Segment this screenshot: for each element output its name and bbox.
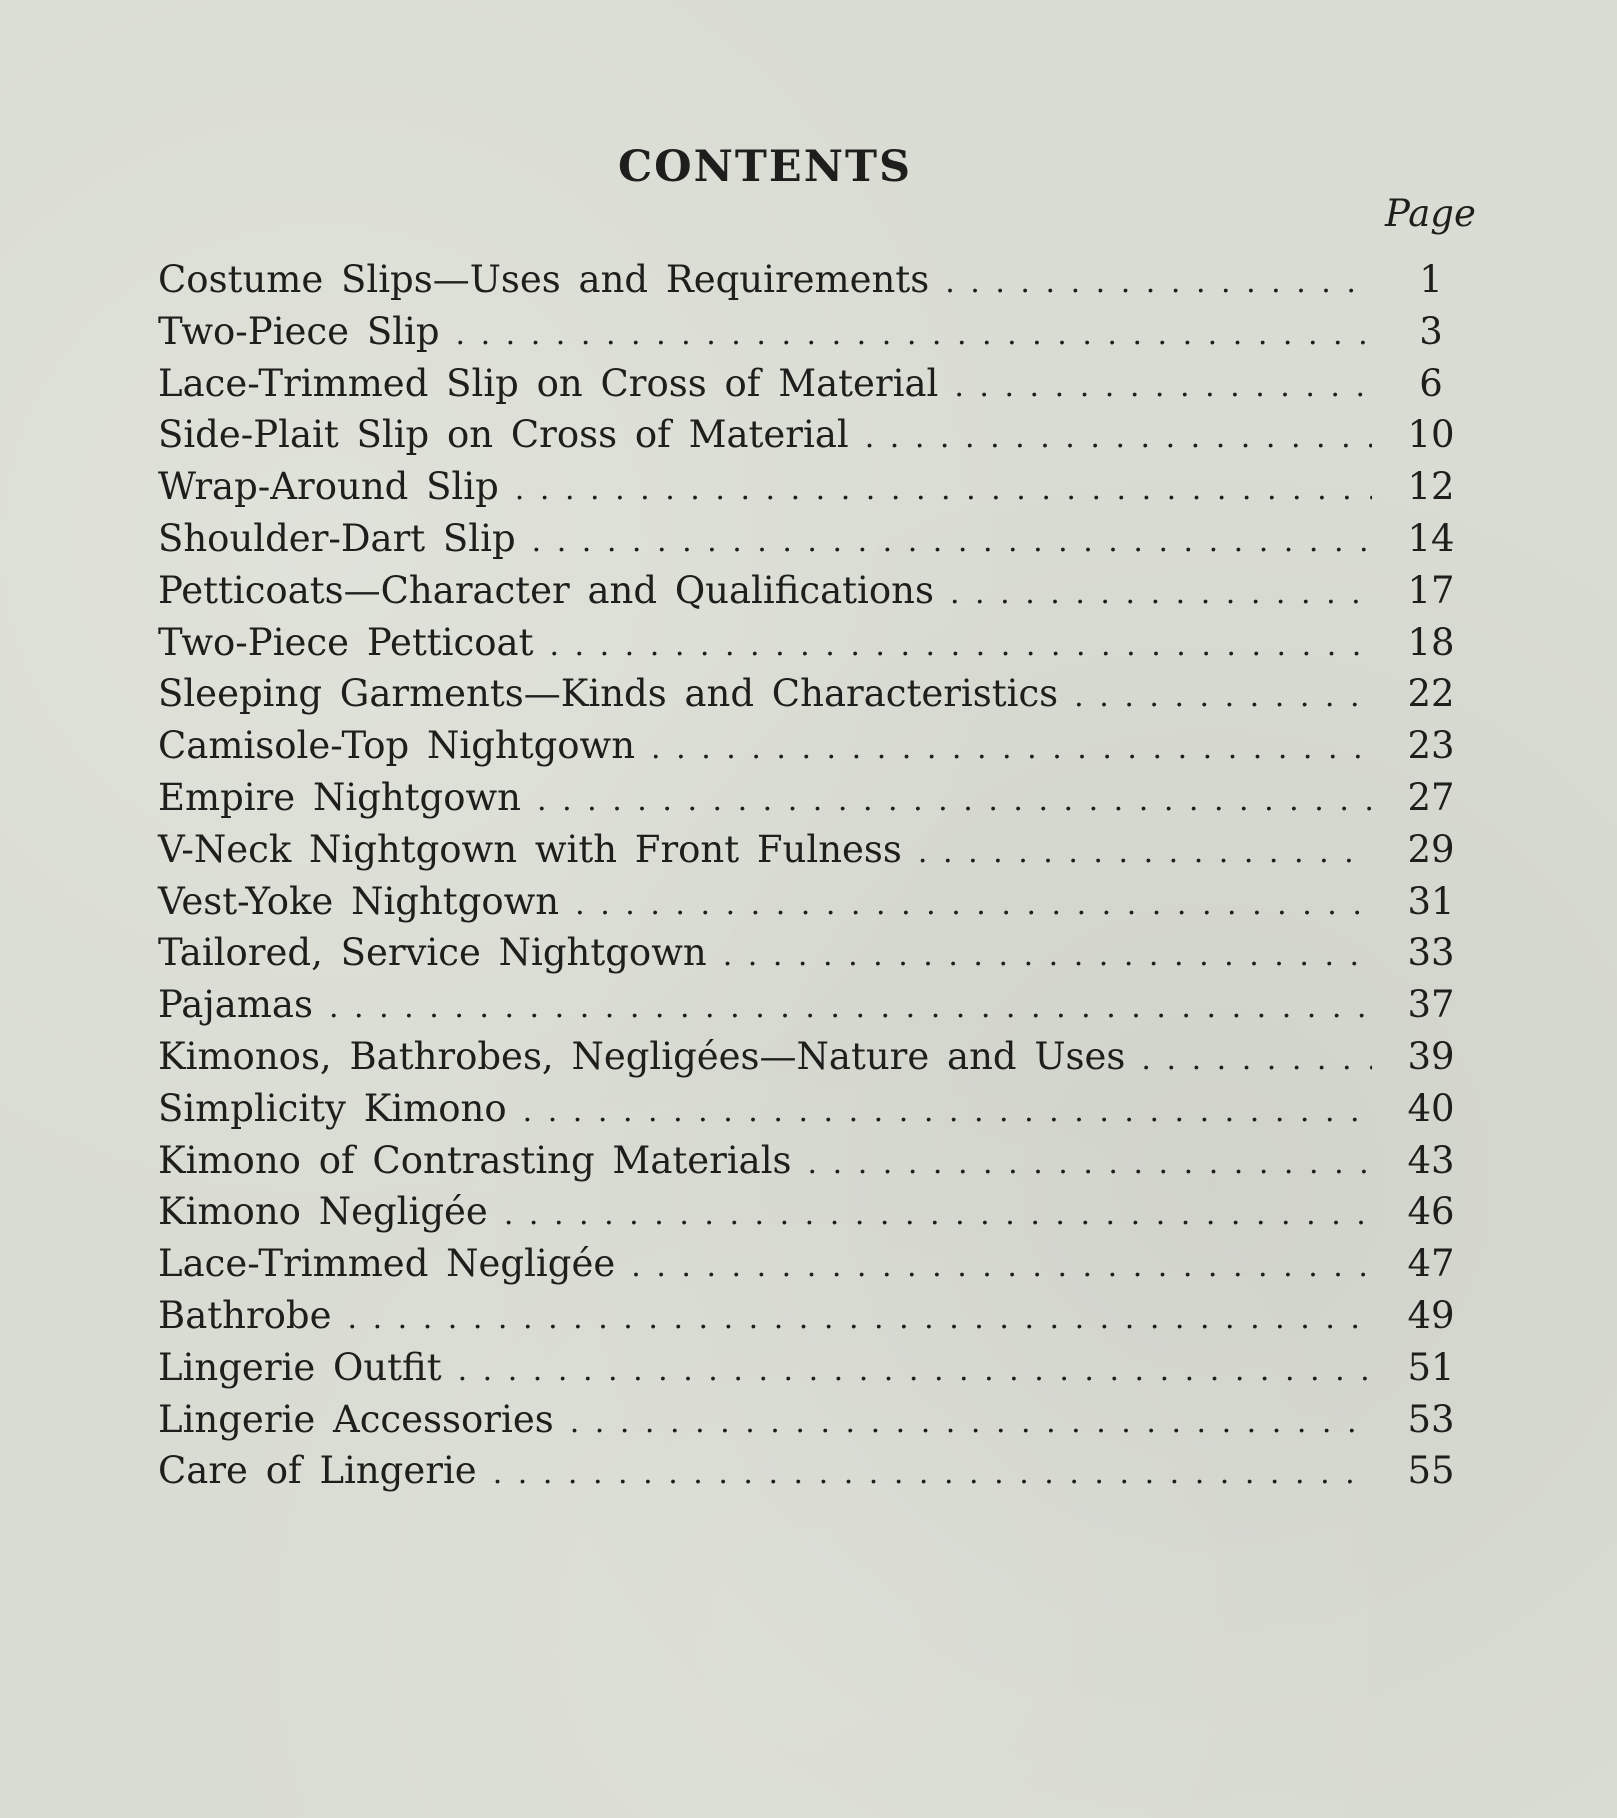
toc-entry — [158, 517, 1476, 569]
toc-entry-title: Sleeping Garments—Kinds and Characteristics — [158, 672, 1059, 716]
toc-entry-title: Petticoats—Character and Qualifications — [158, 568, 934, 612]
toc-entry-page: 12 — [1407, 465, 1455, 509]
toc-entry — [158, 1035, 1476, 1087]
toc-entry-title: Wrap-Around Slip — [158, 465, 499, 509]
toc-entry-page: 49 — [1407, 1293, 1455, 1337]
toc-entry-page: 10 — [1407, 413, 1455, 457]
toc-entry — [158, 828, 1476, 880]
toc-entry — [158, 724, 1476, 776]
dot-leader — [945, 265, 1372, 300]
toc-entry-page: 29 — [1407, 827, 1455, 871]
toc-entry — [158, 1087, 1476, 1139]
toc-entry — [158, 413, 1476, 465]
toc-entry — [158, 1190, 1476, 1242]
toc-entry-title: Vest-Yoke Nightgown — [158, 879, 560, 923]
dot-leader — [865, 420, 1372, 455]
dot-leader — [458, 1353, 1372, 1388]
toc-entry-title: V-Neck Nightgown with Front Fulness — [158, 827, 902, 871]
toc-entry — [158, 880, 1476, 932]
dot-leader — [575, 887, 1372, 922]
toc-entry — [158, 310, 1476, 362]
toc-entry — [158, 1346, 1476, 1398]
toc-entry-page: 47 — [1407, 1242, 1455, 1286]
toc-entry-page: 46 — [1407, 1190, 1455, 1234]
dot-leader — [537, 783, 1372, 818]
dot-leader — [532, 524, 1372, 559]
toc-entry — [158, 1294, 1476, 1346]
toc-entry-title: Two-Piece Slip — [158, 309, 440, 353]
toc-entry-page: 31 — [1407, 879, 1455, 923]
toc-entry — [158, 258, 1476, 310]
dot-leader — [329, 990, 1372, 1025]
dot-leader — [523, 1094, 1372, 1129]
toc-entry-page: 22 — [1407, 672, 1455, 716]
toc-entry-title: Shoulder-Dart Slip — [158, 516, 516, 560]
page-column-header: Page — [1385, 192, 1476, 235]
page-title: CONTENTS — [617, 142, 913, 192]
toc-entry-title: Two-Piece Petticoat — [158, 620, 534, 664]
toc-entry-page: 6 — [1419, 361, 1443, 405]
toc-entry-title: Kimono Negligée — [158, 1190, 488, 1234]
dot-leader — [348, 1301, 1373, 1336]
dot-leader — [723, 938, 1372, 973]
toc-entry — [158, 1139, 1476, 1191]
toc-entry-title: Side-Plait Slip on Cross of Material — [158, 413, 849, 457]
toc-entry-title: Costume Slips—Uses and Requirements — [158, 258, 930, 301]
toc-entry-page: 39 — [1407, 1034, 1455, 1078]
toc-entry-title: Camisole-Top Nightgown — [158, 724, 636, 768]
toc-entry-page: 1 — [1419, 258, 1443, 301]
toc-entry-page: 18 — [1407, 620, 1455, 664]
toc-entry — [158, 621, 1476, 673]
toc-entry-page: 37 — [1407, 983, 1455, 1027]
dot-leader — [1141, 1042, 1372, 1077]
toc-entry-title: Lace-Trimmed Negligée — [158, 1242, 616, 1286]
dot-leader — [493, 1456, 1372, 1491]
toc-entry-title: Tailored, Service Nightgown — [158, 931, 707, 975]
toc-entry — [158, 776, 1476, 828]
toc-entry-title: Lace-Trimmed Slip on Cross of Material — [158, 361, 939, 405]
dot-leader — [651, 731, 1372, 766]
toc-entry-page: 55 — [1407, 1449, 1455, 1493]
toc-entry — [158, 465, 1476, 517]
toc-entry-page: 33 — [1407, 931, 1455, 975]
dot-leader — [456, 317, 1372, 352]
dot-leader — [549, 628, 1372, 663]
toc-entry — [158, 983, 1476, 1035]
dot-leader — [570, 1405, 1372, 1440]
dot-leader — [954, 369, 1372, 404]
toc-entry-title: Kimonos, Bathrobes, Negligées—Nature and Uses — [158, 1034, 1126, 1078]
toc-entry-title: Pajamas — [158, 983, 313, 1027]
toc-entry-page: 43 — [1407, 1138, 1455, 1182]
toc-entry-title: Lingerie Outfit — [158, 1345, 442, 1389]
toc-entry-page: 51 — [1407, 1345, 1455, 1389]
toc-entry-title: Simplicity Kimono — [158, 1086, 507, 1130]
toc-entry-title: Care of Lingerie — [158, 1449, 477, 1493]
toc-entry — [158, 1449, 1476, 1501]
toc-entry-title: Kimono of Contrasting Materials — [158, 1138, 792, 1182]
dot-leader — [504, 1197, 1372, 1232]
toc-entry-page: 23 — [1407, 724, 1455, 768]
toc-entry-title: Empire Nightgown — [158, 775, 522, 819]
table-of-contents — [158, 258, 1476, 1501]
toc-entry-title: Lingerie Accessories — [158, 1397, 554, 1441]
dot-leader — [808, 1146, 1372, 1181]
toc-entry — [158, 931, 1476, 983]
dot-leader — [1074, 679, 1372, 714]
toc-entry — [158, 1398, 1476, 1450]
toc-entry-title: Bathrobe — [158, 1293, 332, 1337]
toc-entry-page: 14 — [1407, 516, 1455, 560]
dot-leader — [515, 472, 1372, 507]
toc-entry — [158, 362, 1476, 414]
toc-entry-page: 40 — [1407, 1086, 1455, 1130]
toc-entry — [158, 672, 1476, 724]
toc-entry-page: 3 — [1419, 309, 1443, 353]
toc-entry-page: 27 — [1407, 775, 1455, 819]
toc-entry — [158, 1242, 1476, 1294]
dot-leader — [631, 1249, 1372, 1284]
toc-entry-page: 17 — [1407, 568, 1455, 612]
toc-entry-page: 53 — [1407, 1397, 1455, 1441]
dot-leader — [918, 835, 1372, 870]
dot-leader — [950, 576, 1372, 611]
toc-entry — [158, 569, 1476, 621]
